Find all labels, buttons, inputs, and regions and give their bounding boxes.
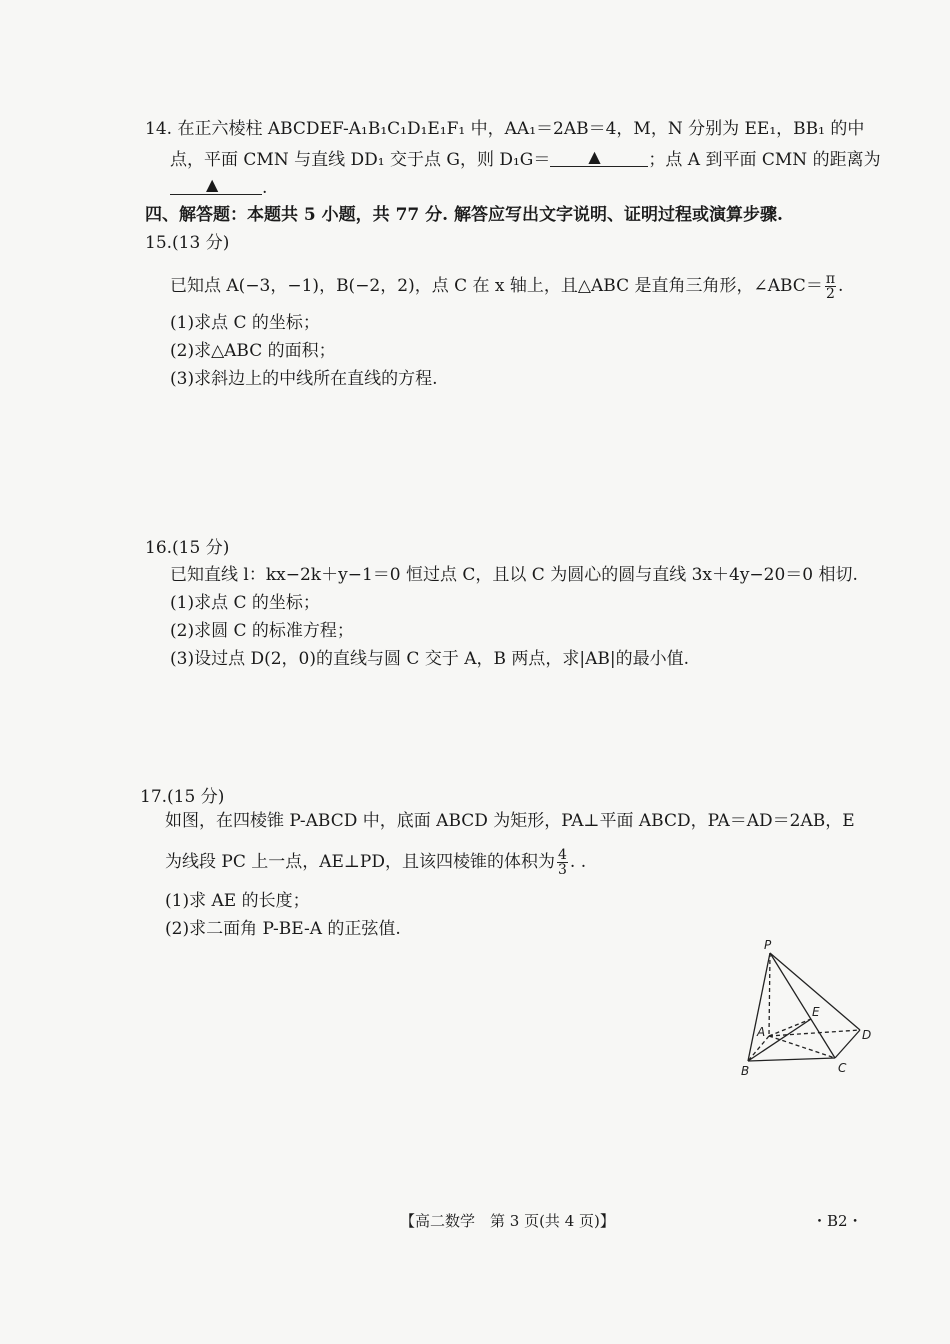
footer-page-info: 【高二数学 第 3 页(共 4 页)】 [400, 1212, 615, 1230]
q16-stem: 已知直线 l：kx−2k＋y−1＝0 恒过点 C，且以 C 为圆心的圆与直线 3x＋4y−20＝0 相切. [170, 565, 858, 585]
q14-answer-blank-2 [170, 176, 262, 195]
q16-header: 16.(15 分) [145, 538, 230, 558]
q15-fraction [825, 272, 836, 301]
q14-line1: 14. 在正六棱柱 ABCDEF-A₁B₁C₁D₁E₁F₁ 中，AA₁＝2AB＝4，M，N 分别为 EE₁，BB₁ 的中 [145, 119, 865, 139]
q16-part-3: (3)设过点 D(2，0)的直线与圆 C 交于 A，B 两点，求|AB|的最小值. [170, 649, 690, 669]
edge-PC [770, 953, 835, 1058]
blank-triangle-icon: ▲ [588, 147, 601, 166]
section-heading: 四、解答题：本题共 5 小题，共 77 分. 解答应写出文字说明、证明过程或演算步骤. [145, 205, 783, 225]
q14-line2-a: 点，平面 CMN 与直线 DD₁ 交于点 G，则 D₁G＝ [170, 150, 551, 170]
label-D: D [862, 1028, 872, 1042]
q17-part-1: (1)求 AE 的长度； [165, 891, 310, 911]
q15-frac-num: π [825, 271, 836, 287]
q17-stem-2 [165, 848, 586, 877]
q15-frac-den: 2 [825, 286, 835, 302]
q17-stem-2-end: . . [569, 852, 587, 872]
q17-fraction [557, 848, 568, 877]
q17-stem-1: 如图，在四棱锥 P-ABCD 中，底面 ABCD 为矩形，PA⊥平面 ABCD，PA＝AD＝2AB，E [165, 811, 855, 831]
pyramid-figure [735, 935, 885, 1080]
label-A: A [757, 1025, 766, 1039]
q17-frac-den: 3 [558, 862, 567, 878]
edge-CD [835, 1030, 860, 1058]
q15-header: 15.(13 分) [145, 233, 230, 253]
label-P: P [764, 938, 772, 952]
q14-line2 [170, 148, 881, 171]
label-B: B [741, 1064, 750, 1078]
q14-line2-b: ；点 A 到平面 CMN 的距离为 [648, 150, 881, 170]
label-C: C [838, 1061, 847, 1075]
edge-BC [748, 1058, 835, 1061]
q17-part-2: (2)求二面角 P-BE-A 的正弦值. [165, 919, 401, 939]
q15-stem-text: 已知点 A(−3，−1)，B(−2，2)，点 C 在 x 轴上，且△ABC 是直角三角形，∠ABC＝ [170, 276, 823, 296]
edge-PA [769, 953, 770, 1036]
q15-stem [170, 272, 843, 301]
q14-line3-end: . [262, 178, 268, 198]
q17-frac-num: 4 [558, 847, 567, 863]
q16-part-1: (1)求点 C 的坐标； [170, 593, 320, 613]
q14-line3 [170, 176, 267, 199]
edge-PB [748, 953, 770, 1061]
q15-part-3: (3)求斜边上的中线所在直线的方程. [170, 369, 438, 389]
q17-header: 17.(15 分) [140, 787, 225, 807]
q15-part-2: (2)求△ABC 的面积； [170, 341, 336, 361]
footer-code: ・B2・ [812, 1212, 863, 1230]
q15-part-1: (1)求点 C 的坐标； [170, 313, 320, 333]
label-E: E [812, 1005, 820, 1019]
q16-part-2: (2)求圆 C 的标准方程； [170, 621, 354, 641]
q17-stem-2-text: 为线段 PC 上一点，AE⊥PD，且该四棱锥的体积为 [165, 852, 555, 872]
q15-stem-end: . [838, 276, 844, 296]
q14-answer-blank-1 [550, 148, 648, 167]
blank-triangle-icon: ▲ [206, 175, 219, 194]
edge-AC [769, 1036, 835, 1058]
